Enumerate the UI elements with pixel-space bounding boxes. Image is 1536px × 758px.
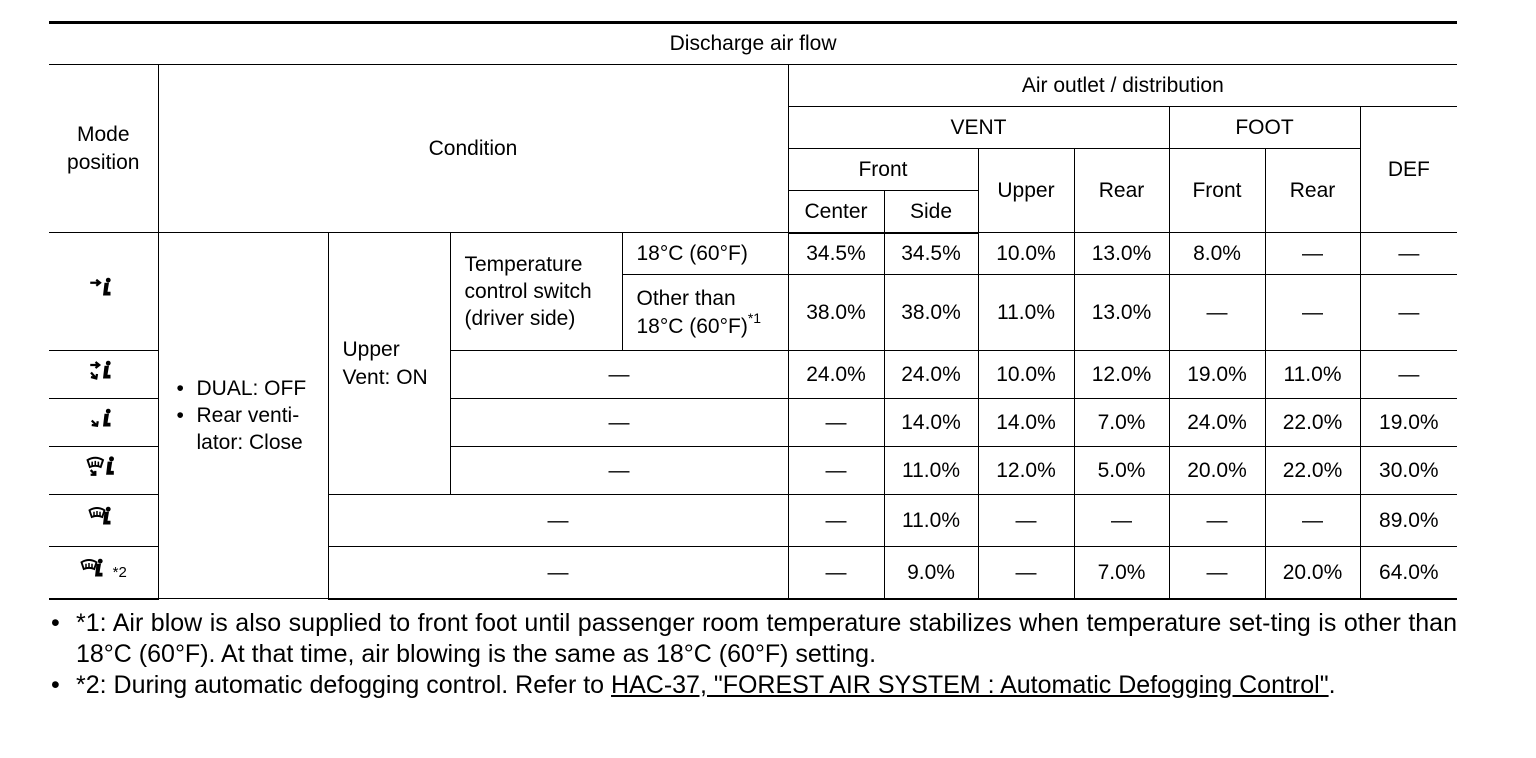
row1-foot-rear: — [1265,233,1360,275]
footnote-2 [49,670,1457,701]
row5-condition: — [450,447,788,495]
row4-center: — [788,399,884,447]
foot-front-header: Front [1169,149,1265,233]
footnote-2-suffix: . [1328,670,1336,699]
defrost-mode-icon [80,557,110,581]
row5-foot-front: 20.0% [1169,447,1265,495]
mode-cell [49,233,158,351]
row5-side: 11.0% [884,447,978,495]
row1-side: 34.5% [884,233,978,275]
row7-side: 9.0% [884,547,978,599]
row3-condition: — [450,351,788,399]
row4-def: 19.0% [1360,399,1457,447]
row3-foot-front: 19.0% [1169,351,1265,399]
temp-18-cell: 18°C (60°F) [622,233,788,275]
row1-center: 34.5% [788,233,884,275]
row6-def: 89.0% [1360,495,1457,547]
mode-cell [49,495,158,547]
bi-level-mode-icon [88,359,118,383]
row6-center: — [788,495,884,547]
dual-off-text: • DUAL: OFF [173,375,324,402]
vent-front-header: Front [788,149,978,191]
row7-rear: 7.0% [1074,547,1169,599]
mode-position-header: Mode position [49,65,158,233]
vent-header: VENT [788,107,1169,149]
row2-center: 38.0% [788,275,884,351]
row7-condition: — [328,547,788,599]
vent-rear-header: Rear [1074,149,1169,233]
row6-upper: — [978,495,1074,547]
row1-upper: 10.0% [978,233,1074,275]
footnote-1-text: *1: Air blow is also supplied to front foot until passenger room temperature stabilizes when temperature set-ting is other than 18°C (60°F). At that time, air blowing is the same as 18°C (60°F) setting. [76,608,1457,668]
row3-side: 24.0% [884,351,978,399]
row6-condition: — [328,495,788,547]
rear-ventilator-text: • Rear venti-lator: Close [173,402,324,457]
discharge-air-flow-table [49,21,1457,600]
row7-foot-rear: 20.0% [1265,547,1360,599]
row4-condition: — [450,399,788,447]
row2-foot-rear: — [1265,275,1360,351]
defrost-mode-icon [88,505,118,529]
row7-foot-front: — [1169,547,1265,599]
def-header: DEF [1360,107,1457,233]
row5-def: 30.0% [1360,447,1457,495]
row1-foot-front: 8.0% [1169,233,1265,275]
row7-upper: — [978,547,1074,599]
foot-header: FOOT [1169,107,1360,149]
vent-mode-icon [88,276,118,300]
row2-upper: 11.0% [978,275,1074,351]
row2-foot-front: — [1169,275,1265,351]
row2-rear: 13.0% [1074,275,1169,351]
foot-mode-icon [88,407,118,431]
row1-rear: 13.0% [1074,233,1169,275]
row6-side: 11.0% [884,495,978,547]
mode-cell [49,351,158,399]
row2-side: 38.0% [884,275,978,351]
row7-def: 64.0% [1360,547,1457,599]
row4-side: 14.0% [884,399,978,447]
footnote-2-text: *2: During automatic defogging control. Refer to [76,670,605,699]
upper-vent-on-cell: Upper Vent: ON [328,233,450,495]
dual-condition-cell [158,233,328,599]
footnote-1 [49,608,1457,670]
temp-other-cell [622,275,788,351]
row1-def: — [1360,233,1457,275]
vent-center-header: Center [788,191,884,233]
foot-rear-header: Rear [1265,149,1360,233]
row5-foot-rear: 22.0% [1265,447,1360,495]
row5-upper: 12.0% [978,447,1074,495]
vent-upper-header: Upper [978,149,1074,233]
document [49,21,1457,701]
row6-foot-front: — [1169,495,1265,547]
row3-center: 24.0% [788,351,884,399]
row5-center: — [788,447,884,495]
footnote-ref-2: *2 [112,563,127,581]
row5-rear: 5.0% [1074,447,1169,495]
temperature-switch-cell: Temperature control switch (driver side) [450,233,622,351]
condition-header: Condition [158,65,788,233]
row7-center: — [788,547,884,599]
air-outlet-header: Air outlet / distribution [788,65,1457,107]
bullet: • [51,608,60,637]
row6-rear: — [1074,495,1169,547]
row4-rear: 7.0% [1074,399,1169,447]
row2-def: — [1360,275,1457,351]
footnotes [49,608,1457,701]
footnote-ref-1: *1 [747,309,762,326]
row3-upper: 10.0% [978,351,1074,399]
temp-other-text: Other than 18°C (60°F) [636,287,748,338]
row4-upper: 14.0% [978,399,1074,447]
row3-foot-rear: 11.0% [1265,351,1360,399]
bullet: • [51,670,60,699]
hac-37-link[interactable]: HAC-37, "FOREST AIR SYSTEM : Automatic Defogging Control" [611,670,1329,699]
vent-side-header: Side [884,191,978,233]
row4-foot-front: 24.0% [1169,399,1265,447]
mode-cell [49,547,158,599]
row3-rear: 12.0% [1074,351,1169,399]
mode-cell [49,399,158,447]
foot-defrost-mode-icon [86,455,120,479]
row4-foot-rear: 22.0% [1265,399,1360,447]
row6-foot-rear: — [1265,495,1360,547]
table-title: Discharge air flow [49,23,1457,65]
row3-def: — [1360,351,1457,399]
mode-cell [49,447,158,495]
